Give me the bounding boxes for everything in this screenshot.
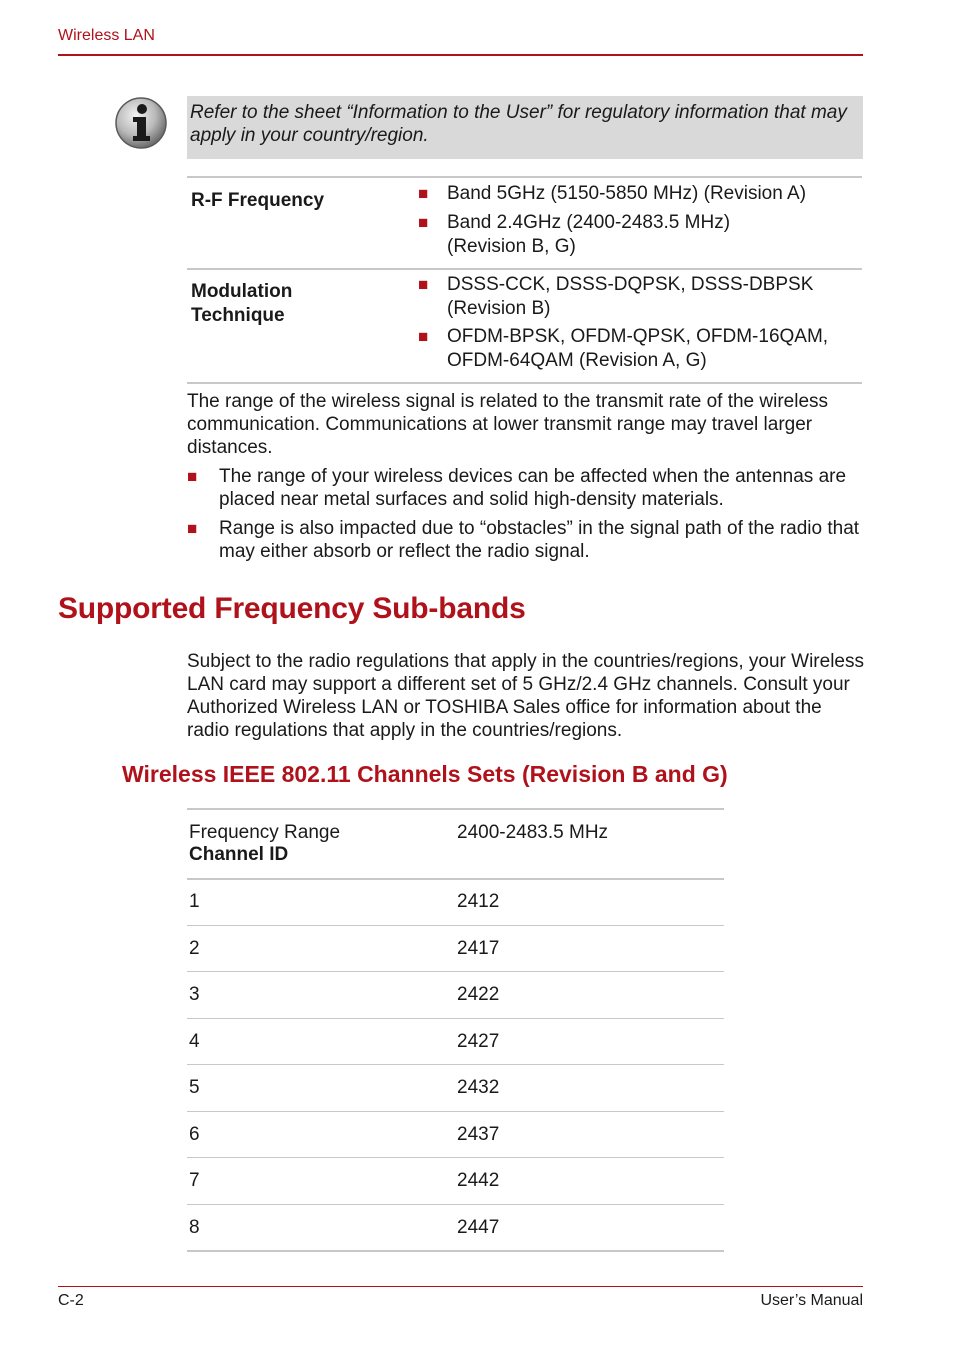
range-paragraph: The range of the wireless signal is related to the transmit rate of the wireless communication. Communications at lower transmit range may travel larger distances. (187, 391, 829, 458)
spec-label-modulation: Modulation Technique (191, 281, 293, 326)
bullet-square-icon: ■ (418, 275, 429, 294)
table-rule (187, 176, 862, 178)
bullet-square-icon: ■ (418, 213, 429, 232)
section-paragraph: Subject to the radio regulations that apply in the countries/regions, your Wireless LAN card may support a different set of 5 GHz/2.4 GHz channels. Consult your Authorized Wireless LAN or TOSHIBA Sales office for information about the radio regulations that apply in the countries/regions. (187, 651, 864, 741)
table-rule (187, 268, 862, 270)
table-rule (187, 925, 724, 926)
table-rule (187, 1204, 724, 1205)
table-rule (187, 808, 724, 810)
section-title: Supported Frequency Sub-bands (58, 592, 526, 625)
footer-rule (58, 1286, 863, 1287)
info-icon (114, 96, 168, 150)
table-rule (187, 1250, 724, 1252)
bullet-square-icon: ■ (187, 467, 198, 486)
header-frequency-value: 2400-2483.5 MHz (457, 822, 609, 843)
table-rule (187, 1064, 724, 1065)
manual-title: User’s Manual (760, 1292, 863, 1309)
table-rule (187, 382, 862, 384)
page-number: C-2 (58, 1292, 84, 1309)
note-box (187, 96, 863, 159)
spec-label-rf-frequency: R-F Frequency (191, 190, 325, 211)
table-rule (187, 1111, 724, 1112)
table-rule (187, 971, 724, 972)
header-rule (58, 54, 863, 56)
table-rule (187, 878, 724, 880)
bullet-square-icon: ■ (187, 519, 198, 538)
bullet-square-icon: ■ (418, 184, 429, 203)
table-rule (187, 1157, 724, 1158)
running-header: Wireless LAN (58, 27, 155, 44)
header-channel-id: Channel ID (189, 844, 289, 865)
table-rule (187, 1018, 724, 1019)
subsection-title: Wireless IEEE 802.11 Channels Sets (Revision B and G) (122, 761, 728, 787)
header-frequency-range: Frequency Range (189, 822, 341, 843)
note-text: Refer to the sheet “Information to the User” for regulatory information that may apply in your country/region. (190, 102, 847, 146)
bullet-square-icon: ■ (418, 327, 429, 346)
